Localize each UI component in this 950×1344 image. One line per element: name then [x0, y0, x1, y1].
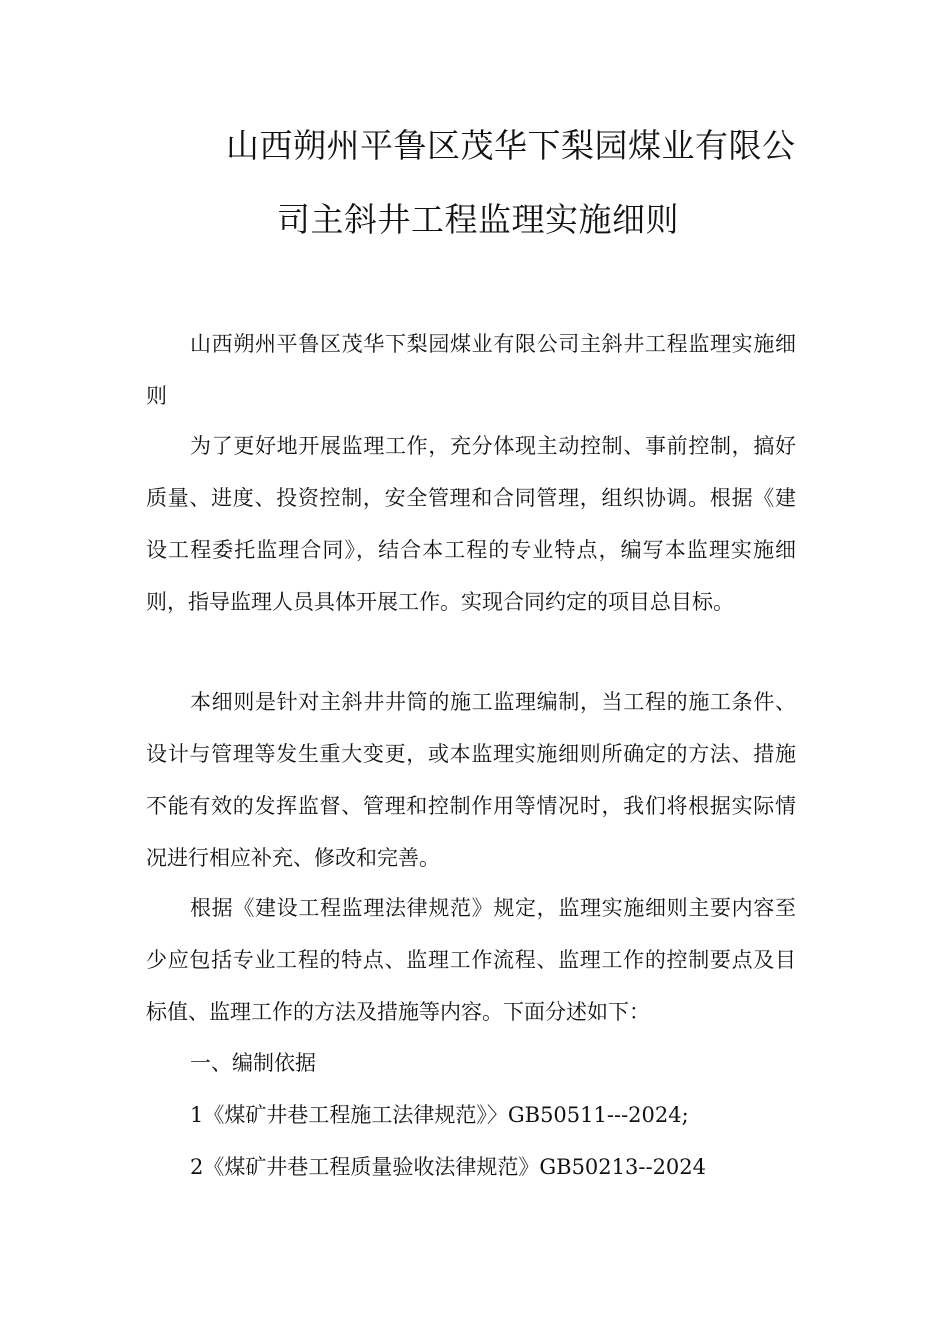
document-title-line-2: 司主斜井工程监理实施细则: [277, 200, 679, 239]
paragraph-content-requirements: 根据《建设工程监理法律规范》规定，监理实施细则主要内容至少应包括专业工程的特点、监理工作流程、监理工作的控制要点及目标值、监理工作的方法及措施等内容。下面分述如下：: [146, 896, 796, 1024]
reference-item-2: 2《煤矿井巷工程质量验收法律规范》GB50213--2024: [190, 1155, 707, 1179]
paragraph-purpose: 为了更好地开展监理工作，充分体现主动控制、事前控制，搞好质量、进度、投资控制，安全管理和合同管理，组织协调。根据《建设工程委托监理合同》，结合本工程的专业特点，编写本监理实施细则，指导监理人员具体开展工作。实现合同约定的项目总目标。: [146, 434, 796, 614]
document-title-line-1: 山西朔州平鲁区茂华下梨园煤业有限公: [226, 126, 796, 165]
paragraph-scope: 本细则是针对主斜井井筒的施工监理编制，当工程的施工条件、设计与管理等发生重大变更，或本监理实施细则所确定的方法、措施不能有效的发挥监督、管理和控制作用等情况时，我们将根据实际情况进行相应补充、修改和完善。: [146, 690, 796, 870]
paragraph-heading-repeat: 山西朔州平鲁区茂华下梨园煤业有限公司主斜井工程监理实施细则: [146, 332, 796, 408]
reference-item-1: 1《煤矿井巷工程施工法律规范》〉GB50511---2024;: [190, 1103, 689, 1127]
section-heading-basis: 一、编制依据: [190, 1051, 316, 1075]
